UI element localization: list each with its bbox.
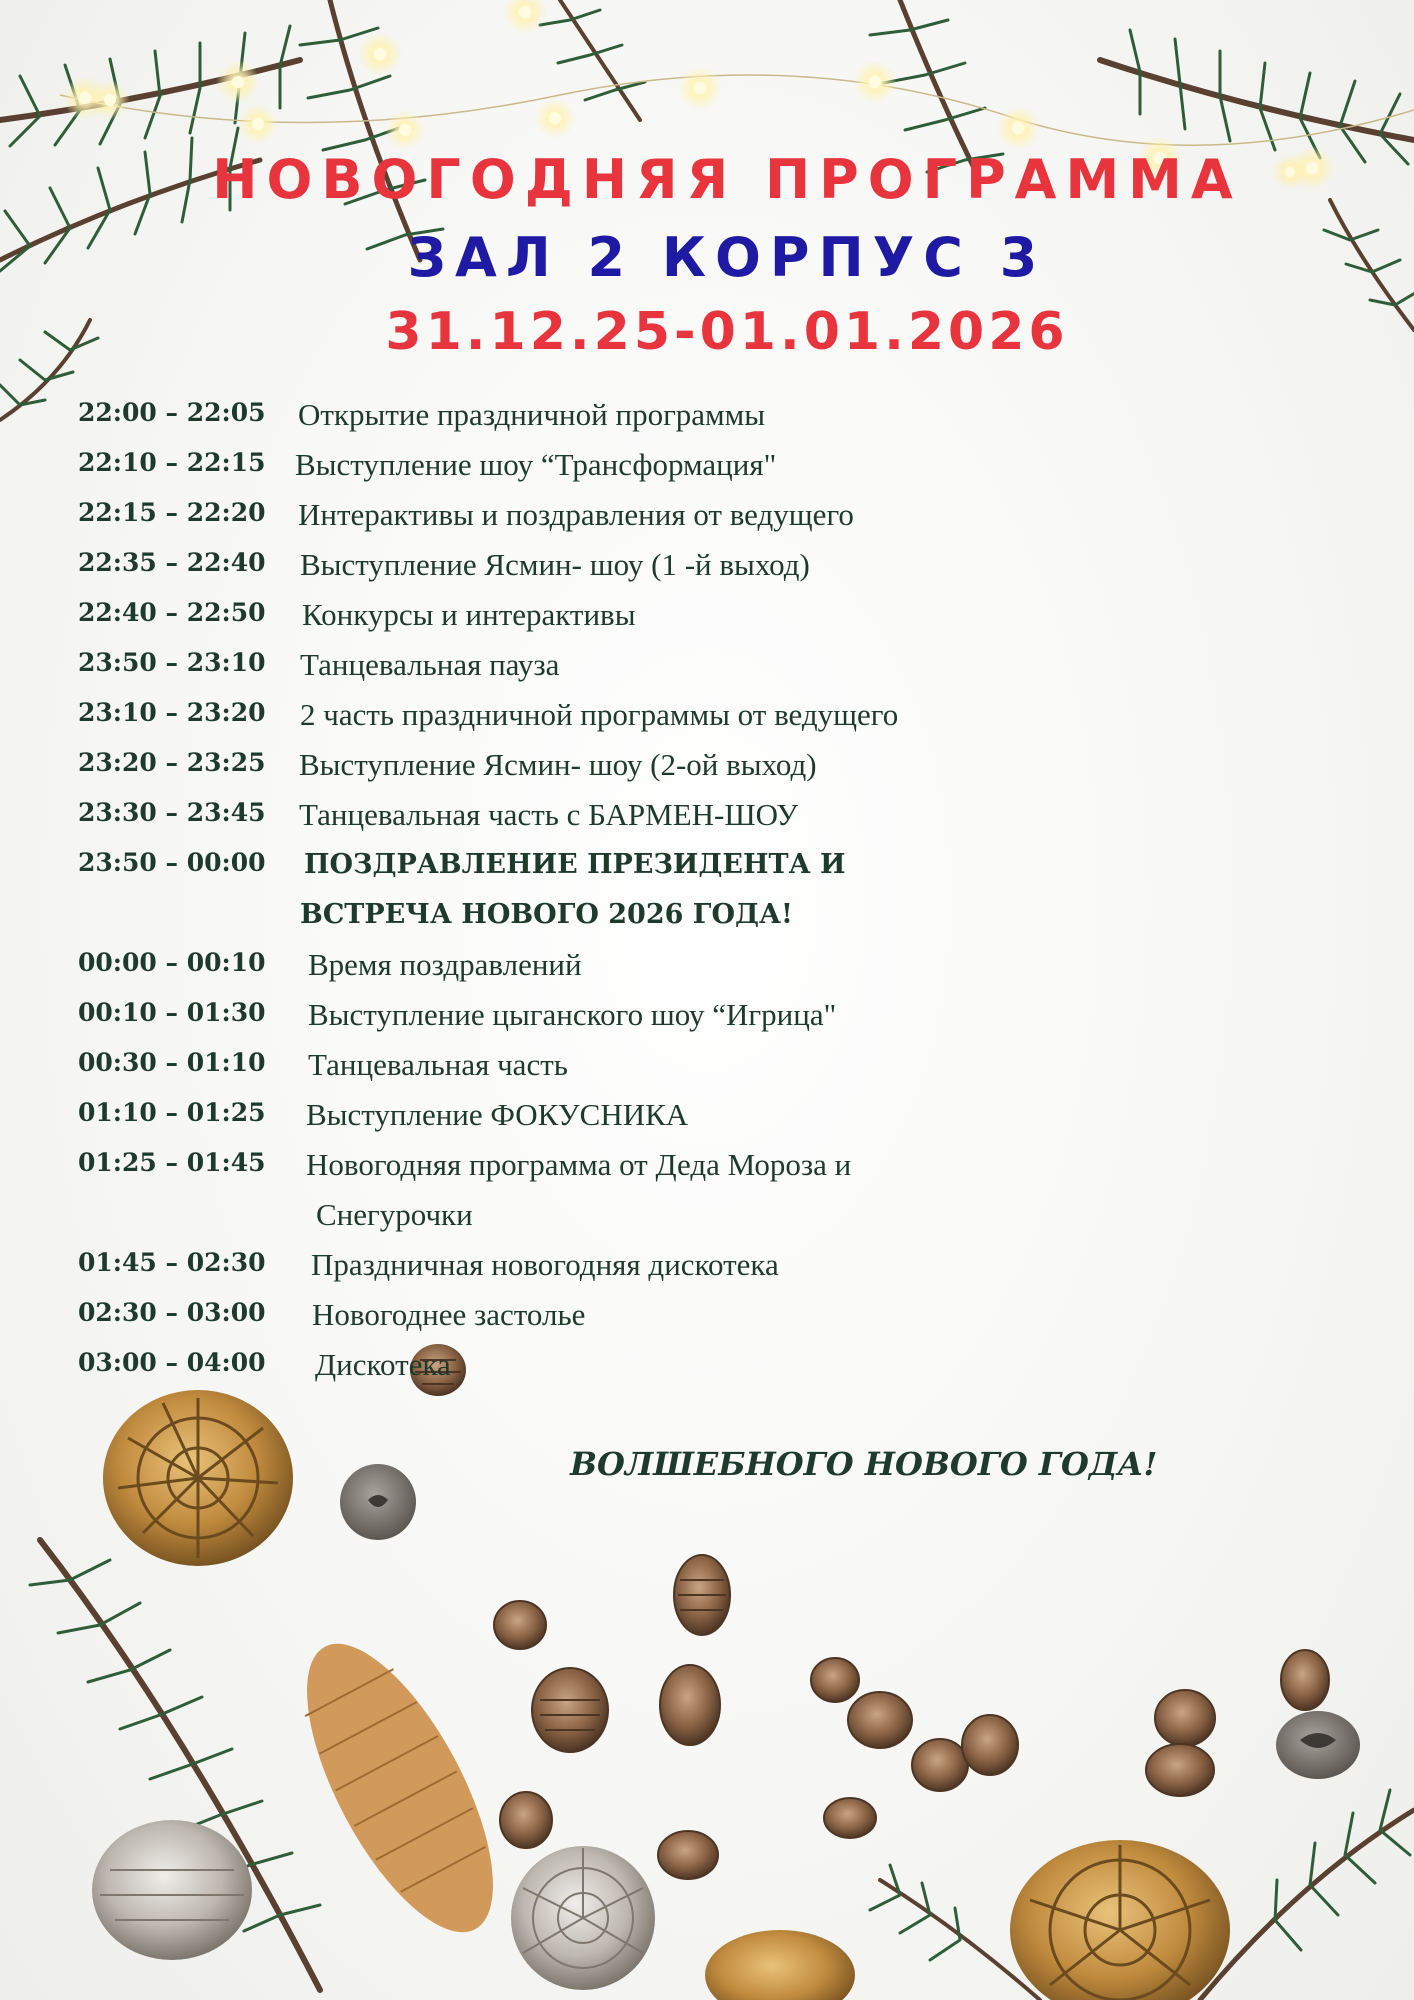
pine-cone-white-left [92, 1820, 252, 1960]
schedule-event-line2: ВСТРЕЧА НОВОГО 2026 ГОДА! [300, 899, 793, 930]
schedule-event: Танцевальная часть [308, 1047, 568, 1082]
schedule-time: 23:50 – 00:00 [78, 848, 266, 877]
schedule-time: 22:00 – 22:05 [78, 398, 266, 427]
schedule-event: Выступление ФОКУСНИКА [306, 1097, 689, 1132]
schedule-event-line1: ПОЗДРАВЛЕНИЕ ПРЕЗИДЕНТА И [304, 849, 846, 880]
venue-label: ЗАЛ 2 КОРПУС 3 [407, 226, 1047, 289]
schedule-row [78, 1040, 1178, 1090]
schedule-event: 2 часть праздничной программы от ведущего [300, 697, 899, 732]
schedule-row [78, 1140, 1178, 1240]
schedule-row [78, 740, 1178, 790]
schedule-time: 00:10 – 01:30 [78, 998, 266, 1027]
schedule-event [306, 1140, 851, 1240]
schedule-row [78, 940, 1178, 990]
schedule-list [78, 390, 1178, 1390]
schedule-event: Праздничная новогодняя дискотека [311, 1247, 779, 1282]
schedule-event: Новогоднее застолье [312, 1297, 586, 1332]
schedule-row [78, 390, 1178, 440]
schedule-event: Выступление цыганского шоу “Игрица" [308, 997, 837, 1032]
schedule-time: 00:30 – 01:10 [78, 1048, 266, 1077]
schedule-row [78, 540, 1178, 590]
schedule-time: 23:10 – 23:20 [78, 698, 266, 727]
pine-cone-gold-bottom-center [705, 1930, 855, 2000]
event-dates: 31.12.25-01.01.2026 [385, 302, 1069, 362]
schedule-row [78, 1340, 1178, 1390]
schedule-event: Интерактивы и поздравления от ведущего [298, 497, 854, 532]
schedule-event: Открытие праздничной программы [298, 397, 766, 432]
schedule-row [78, 1090, 1178, 1140]
schedule-time: 00:00 – 00:10 [78, 948, 266, 977]
schedule-time: 23:20 – 23:25 [78, 748, 266, 777]
schedule-event: Дискотека [315, 1347, 451, 1382]
schedule-row [78, 640, 1178, 690]
eucalyptus-pod-right [1276, 1711, 1360, 1779]
schedule-time: 03:00 – 04:00 [78, 1348, 266, 1377]
schedule-row [78, 990, 1178, 1040]
pine-cone-white-center [511, 1846, 655, 1990]
schedule-row [78, 590, 1178, 640]
schedule-event-highlight [300, 840, 846, 940]
schedule-row-highlight [78, 840, 1178, 940]
schedule-row [78, 440, 1178, 490]
schedule-time: 23:30 – 23:45 [78, 798, 266, 827]
schedule-event: Выступление шоу “Трансформация" [295, 447, 777, 482]
schedule-row [78, 1240, 1178, 1290]
schedule-time: 01:10 – 01:25 [78, 1098, 266, 1127]
schedule-row [78, 790, 1178, 840]
eucalyptus-pod-icon [340, 1464, 416, 1540]
schedule-event: Танцевальная пауза [300, 647, 560, 682]
schedule-row [78, 690, 1178, 740]
schedule-event: Время поздравлений [308, 947, 582, 982]
schedule-time: 22:15 – 22:20 [78, 498, 266, 527]
schedule-time: 02:30 – 03:00 [78, 1298, 266, 1327]
pine-cone-cluster [494, 1555, 1329, 1879]
schedule-time: 01:25 – 01:45 [78, 1148, 266, 1177]
schedule-row [78, 1290, 1178, 1340]
schedule-event: Конкурсы и интерактивы [302, 597, 636, 632]
schedule-event: Выступление Ясмин- шоу (1 -й выход) [300, 547, 810, 582]
program-title: НОВОГОДНЯЯ ПРОГРАММА [212, 148, 1242, 211]
schedule-time: 22:10 – 22:15 [78, 448, 266, 477]
schedule-event: Выступление Ясмин- шоу (2-ой выход) [299, 747, 817, 782]
schedule-row [78, 490, 1178, 540]
schedule-event-line2: Снегурочки [316, 1197, 473, 1232]
schedule-time: 01:45 – 02:30 [78, 1248, 266, 1277]
pine-cone-gold-bottom-right [1010, 1840, 1230, 2000]
schedule-event-line1: Новогодняя программа от Деда Мороза и [306, 1147, 852, 1182]
schedule-event: Танцевальная часть с БАРМЕН-ШОУ [299, 797, 799, 832]
schedule-time: 23:50 – 23:10 [78, 648, 266, 677]
pine-cone-large [103, 1390, 293, 1566]
closing-greeting: ВОЛШЕБНОГО НОВОГО ГОДА! [570, 1445, 1158, 1483]
schedule-time: 22:35 – 22:40 [78, 548, 266, 577]
schedule-time: 22:40 – 22:50 [78, 598, 266, 627]
